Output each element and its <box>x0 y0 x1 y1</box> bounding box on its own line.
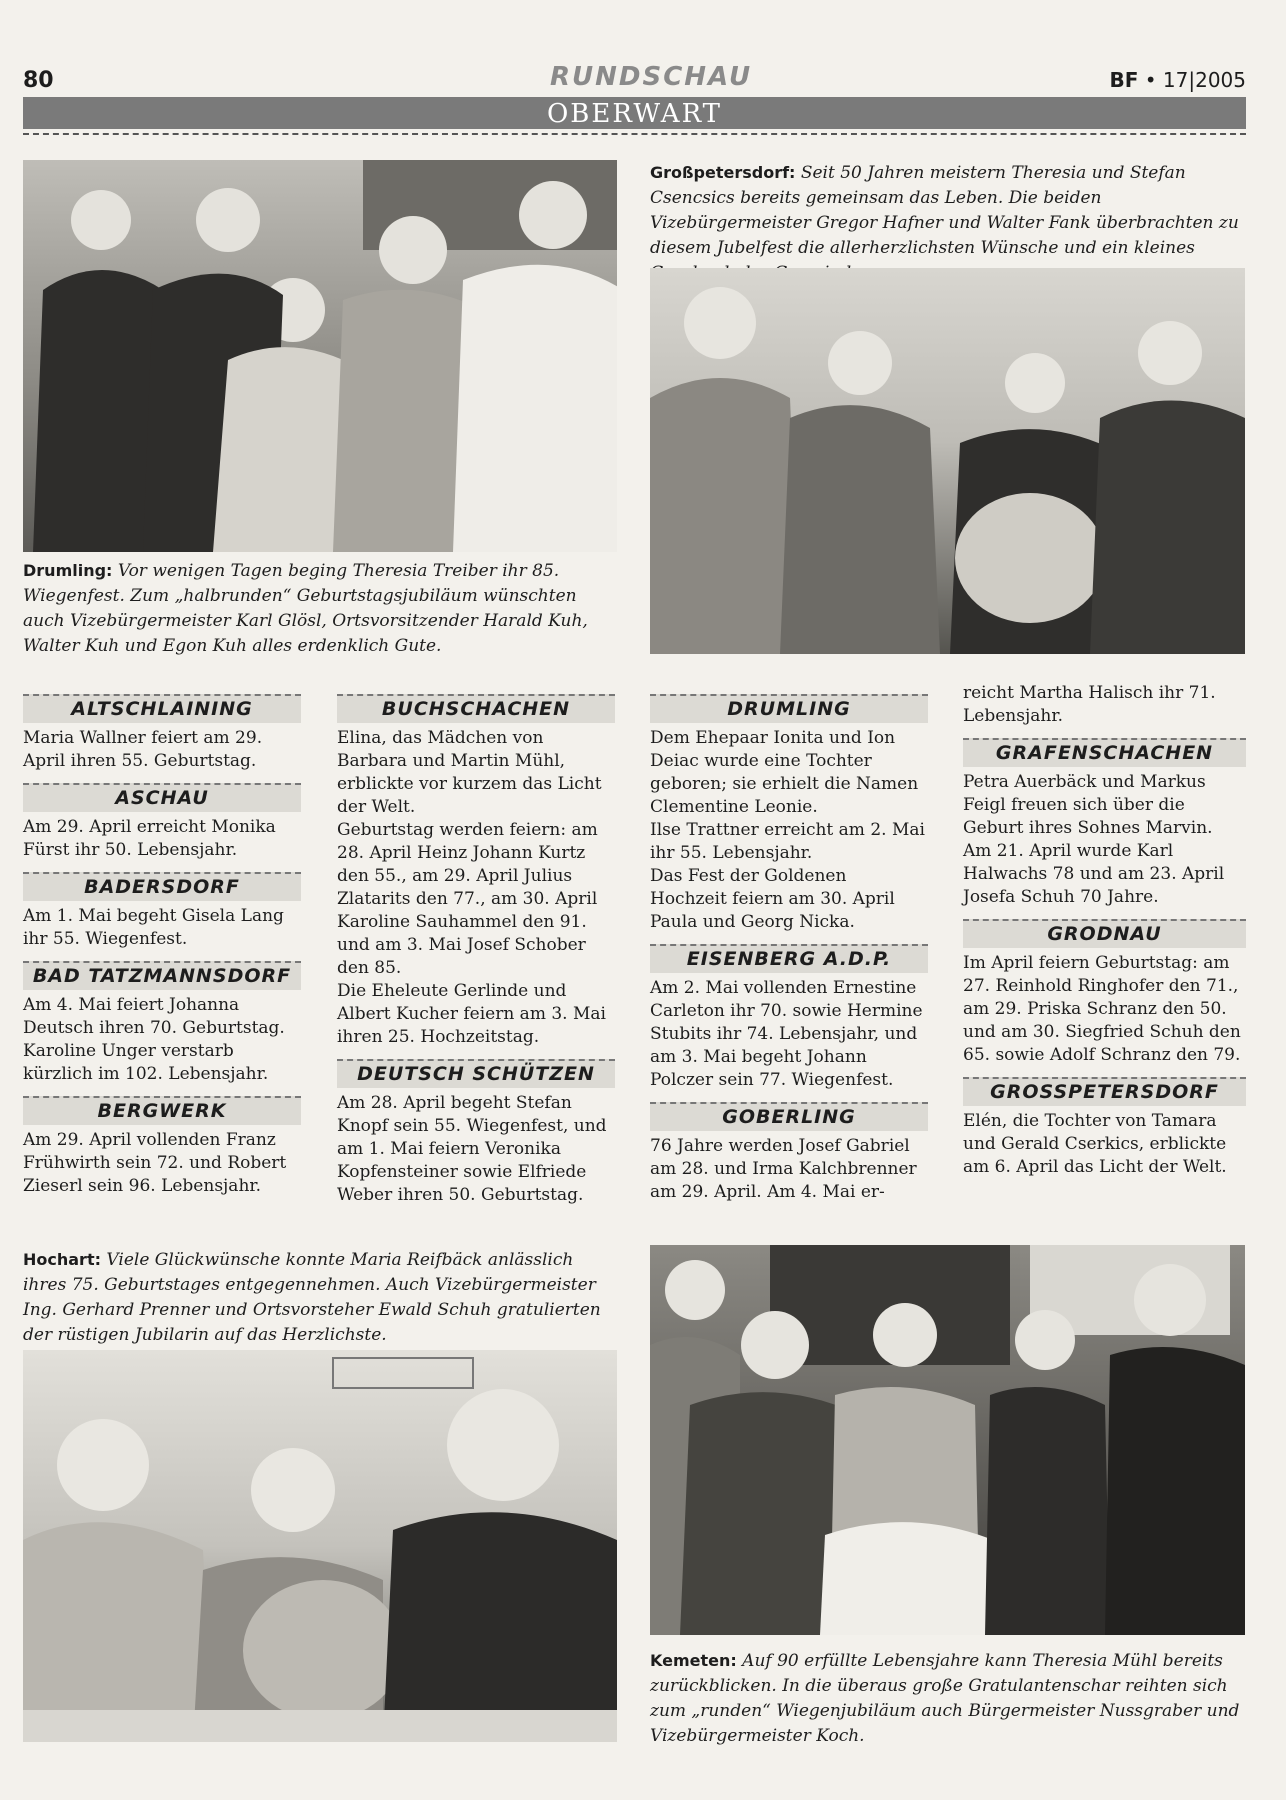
news-item: Die Eheleute Gerlinde und Albert Kucher feiern am 3. Mai ihren 25. Hochzeitstag. <box>337 981 606 1047</box>
news-item: Dem Ehepaar Ionita und Ion Deiac wurde eine Tochter geboren; sie erhielt die Namen Clementine Leonie. <box>650 728 919 817</box>
news-item: reicht Martha Halisch ihr 71. Lebensjahr. <box>963 683 1216 726</box>
section-heading-altschlaining: ALTSCHLAINING <box>23 694 301 723</box>
news-column-2 <box>337 694 615 1207</box>
news-item: Ilse Trattner erreicht am 2. Mai ihr 55. Lebensjahr. <box>650 820 925 863</box>
news-column-4 <box>963 682 1246 1179</box>
header-divider <box>23 133 1246 135</box>
news-item: Elén, die Tochter von Tamara und Gerald Cserkics, erblickte am 6. April das Licht der Welt. <box>963 1111 1227 1177</box>
caption-lead: Kemeten: <box>650 1651 737 1670</box>
news-item: Am 28. April begeht Stefan Knopf sein 55. Wiegenfest, und am 1. Mai feiern Veronika Kopfensteiner sowie Elfriede Weber ihren 50. Geburtstag. <box>337 1093 607 1205</box>
news-item: Am 4. Mai feiert Johanna Deutsch ihren 70. Geburtstag. Karoline Unger verstarb kürzlich im 102. Lebensjahr. <box>23 995 285 1084</box>
caption-text: Seit 50 Jahren meistern Theresia und Stefan Csencsics bereits gemeinsam das Leben. Die beiden Vizebürgermeister Gregor Hafner und Walter Fank überbrachten zu diesem Jubelfest die allerherzlichsten Wünsche und ein kleines <box>650 163 1239 258</box>
news-column-3 <box>650 694 928 1204</box>
news-item: 76 Jahre werden Josef Gabriel am 28. und Irma Kalchbrenner am 29. April. Am 4. Mai er- <box>650 1136 917 1202</box>
section-heading-grafenschachen: GRAFENSCHACHEN <box>963 738 1246 767</box>
news-item: Geburtstag werden feiern: am 28. April Heinz Johann Kurtz den 55., am 29. April Julius Zlatarits den 77., am 30. April Karoline Sauhammel den 91. und am 3. Mai Josef Schober den 85. <box>337 820 598 978</box>
section-heading-drumling: DRUMLING <box>650 694 928 723</box>
news-item: Am 21. April wurde Karl Halwachs 78 und am 23. April Josefa Schuh 70 Jahre. <box>963 841 1225 907</box>
issue-prefix: BF <box>1109 68 1139 92</box>
news-item: Petra Auerbäck und Markus Feigl freuen sich über die Geburt ihres Sohnes Marvin. <box>963 772 1213 838</box>
section-heading-goberling: GOBERLING <box>650 1102 928 1131</box>
photo-kemeten <box>650 1245 1245 1635</box>
publication-name: RUNDSCHAU <box>550 62 753 92</box>
news-item: Maria Wallner feiert am 29. April ihren 55. Geburtstag. <box>23 728 263 771</box>
section-heading-aschau: ASCHAU <box>23 783 301 812</box>
page-number: 80 <box>23 68 54 93</box>
news-item: Am 2. Mai vollenden Ernestine Carleton ihr 70. sowie Hermine Stubits ihr 74. Lebensjahr, und am 3. Mai begeht Johann Polczer sein 77. Wiegenfest. <box>650 978 923 1090</box>
section-heading-bergwerk: BERGWERK <box>23 1096 301 1125</box>
news-item: Elina, das Mädchen von Barbara und Martin Mühl, erblickte vor kurzem das Licht der Welt. <box>337 728 602 817</box>
news-item: Das Fest der Goldenen Hochzeit feiern am 30. April Paula und Georg Nicka. <box>650 866 895 932</box>
news-item: Am 1. Mai begeht Gisela Lang ihr 55. Wiegenfest. <box>23 906 284 949</box>
news-column-1 <box>23 694 301 1198</box>
photo-grosspetersdorf <box>650 268 1245 654</box>
section-title: OBERWART <box>546 99 723 129</box>
caption-text: Auf 90 erfüllte Lebensjahre kann Theresia Mühl bereits zurückblicken. In die überaus große Gratulantenschar reihten sich zum „runden“ Wiegenjubiläum auch Bürgermeister Nussgraber und Vizebürgermeister Koch. <box>650 1651 1240 1746</box>
section-heading-badersdorf: BADERSDORF <box>23 872 301 901</box>
caption-lead: Drumling: <box>23 561 113 580</box>
issue-number: • 17|2005 <box>1144 68 1246 92</box>
caption-text: Viele Glückwünsche konnte Maria Reifbäck anlässlich ihres 75. Geburtstages entgegennehmen. Auch Vizebürgermeister Ing. Gerhard Prenner und Ortsvorsteher Ewald Schuh gratulierten der rüstigen Jubilarin auf das Herzlichste. <box>23 1250 601 1345</box>
section-heading-deutsch-schuetzen: DEUTSCH SCHÜTZEN <box>337 1059 615 1088</box>
photo-hochart <box>23 1350 617 1742</box>
news-item: Am 29. April vollenden Franz Frühwirth sein 72. und Robert Zieserl sein 96. Lebensjahr. <box>23 1130 287 1196</box>
section-heading-buchschachen: BUCHSCHACHEN <box>337 694 615 723</box>
section-heading-bad-tatzmannsdorf: BAD TATZMANNSDORF <box>23 961 301 990</box>
news-item: Im April feiern Geburtstag: am 27. Reinhold Ringhofer den 71., am 29. Priska Schranz den 50. und am 30. Siegfried Schuh den 65. sowie Adolf Schranz den 79. <box>963 953 1241 1065</box>
caption-text: Vor wenigen Tagen beging Theresia Treiber ihr 85. Wiegenfest. Zum „halbrunden“ Geburtstagsjubiläum wünschten auch Vizebürgermeister Karl Glösl, Ortsvorsitzender Harald Kuh, Walter Kuh und Egon Kuh alles erdenklich Gute. <box>23 561 588 656</box>
caption-kemeten <box>650 1648 1245 1749</box>
caption-lead: Hochart: <box>23 1250 101 1269</box>
caption-lead: Großpetersdorf: <box>650 163 796 182</box>
section-heading-grosspetersdorf: GROSSPETERSDORF <box>963 1077 1246 1106</box>
news-item: Am 29. April erreicht Monika Fürst ihr 50. Lebensjahr. <box>23 817 276 860</box>
caption-hochart <box>23 1247 617 1348</box>
issue-info <box>1109 68 1246 92</box>
section-heading-grodnau: GRODNAU <box>963 919 1246 948</box>
caption-drumling <box>23 558 617 659</box>
section-heading-eisenberg: EISENBERG A.D.P. <box>650 944 928 973</box>
photo-drumling <box>23 160 617 552</box>
